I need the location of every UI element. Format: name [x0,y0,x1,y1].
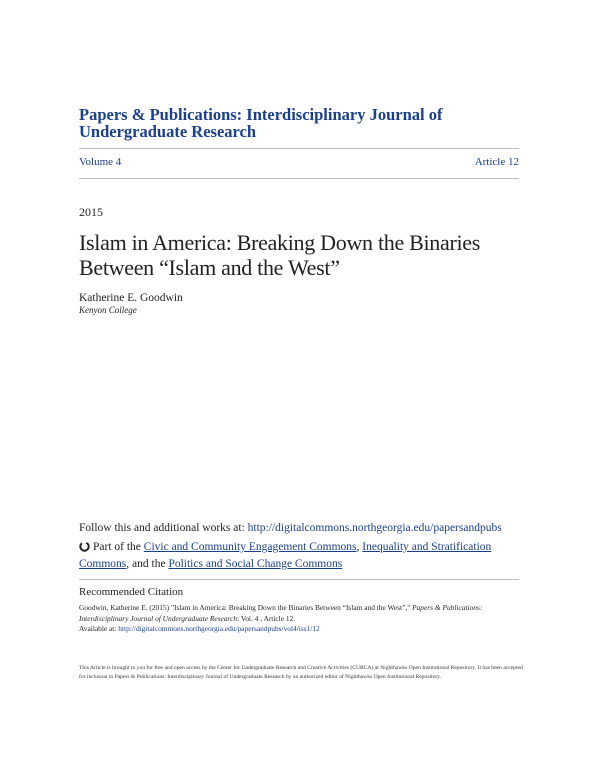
paper-title [79,230,539,280]
follow-line [79,521,539,535]
follow-label: Follow this and additional works at: [79,522,245,534]
citation-rule [79,579,519,580]
civic-community-commons-link[interactable]: Civic and Community Engagement Commons [143,541,357,553]
follow-url-link[interactable]: http://digitalcommons.northgeorgia.edu/papersandpubs [247,522,502,534]
and-the-text: , and the [126,558,166,570]
header-rule-bottom [79,178,519,179]
available-at-label: Available at: [79,624,117,633]
publication-year: 2015 [79,205,103,219]
inequality-stratification-link-part-1[interactable]: Inequality and Stratification [362,541,492,553]
paper-title-line-1: Islam in America: Breaking Down the Binaries [79,230,481,255]
volume-link[interactable]: Volume 4 [79,156,122,168]
separator: , [356,541,360,553]
citation-journal-2: Interdisciplinary Journal of Undergraduate Research [79,613,238,623]
recommended-citation-heading: Recommended Citation [79,586,184,598]
part-of-line [79,540,529,572]
part-of-prefix: Part of the [93,541,141,553]
repository-notice: This Article is brought to you for free and open access by the Center for Undergraduate Research and Creative Activities (CURCA) at Nighthawks Open Institutional Repository. It has been accepted for inclusion in Papers & Publications: Interdisciplinary Journal of Undergraduate Research by an authorized editor of Nighthawks Open Institutional Repository. [79,665,523,680]
citation-vol-info: : Vol. 4 , Article 12. [237,613,296,623]
author-name: Katherine E. Goodwin [79,292,183,304]
volume-row [79,156,519,168]
inequality-stratification-link-part-2[interactable]: Commons [79,558,127,570]
author-institution: Kenyon College [79,305,137,315]
article-link[interactable]: Article 12 [474,156,519,168]
citation-main: Goodwin, Katherine E. (2015) "Islam in America: Breaking Down the Binaries Between “Islam and the West”," [79,603,411,612]
header-rule-top [79,148,519,149]
article-url-link[interactable]: http://digitalcommons.northgeorgia.edu/papersandpubs/vol4/iss1/12 [118,624,320,633]
politics-social-change-commons-link[interactable]: Politics and Social Change Commons [168,558,343,570]
journal-title[interactable]: Papers & Publications: Interdisciplinary Journal of Undergraduate Research [79,105,443,141]
open-access-icon [79,540,90,557]
paper-title-line-2: Between “Islam and the West” [79,255,340,280]
citation-text [79,603,529,635]
citation-journal-1: Papers & Publications: [412,603,483,612]
